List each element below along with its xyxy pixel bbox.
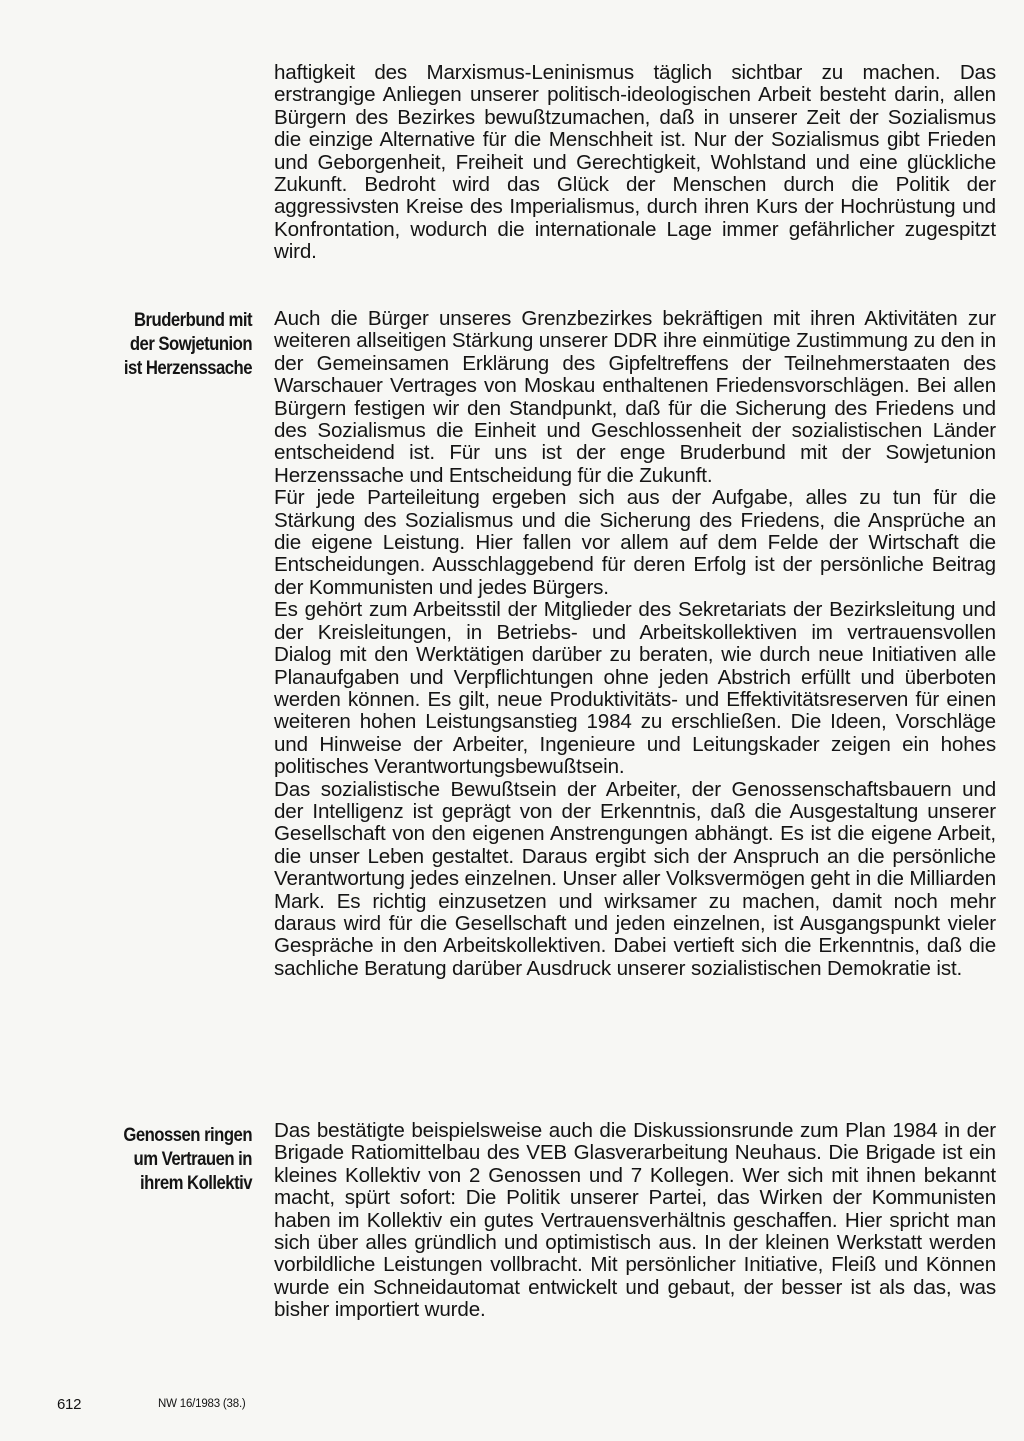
body-block-1 <box>274 62 996 264</box>
sidebar-heading-line: Genossen ringen <box>123 1125 252 1146</box>
sidebar-heading-line: ihrem Kollektiv <box>140 1173 252 1194</box>
body-paragraph: Das sozialistische Bewußtsein der Arbeiter, der Genossenschaftsbauern und der Intelligenz ist geprägt von der Erkenntnis, daß die Ausgestaltung unserer Gesellschaft von den eigenen Anstrengungen abhängt. Es ist die eigene Arbeit, die unser Leben gestaltet. Daraus ergibt sich der Anspruch an die persönliche Verantwortung jedes einzelnen. Unser aller Volksvermögen geht in die Milliarden Mark. Es richtig einzusetzen und wirksamer zu machen, damit noch mehr daraus wird für die Gesellschaft und jeden einzelnen, ist Ausgangspunkt vieler Gespräche in den Arbeitskollektiven. Dabei vertieft sich die Erkenntnis, daß die sachliche Beratung darüber Ausdruck unserer sozialistischen Demokratie ist. <box>274 777 996 980</box>
body-paragraph: haftigkeit des Marxismus-Leninismus täglich sichtbar zu machen. Das erstrangige Anliegen unserer politisch-ideologischen Arbeit besteht darin, allen Bürgern des Bezirkes bewußtzumachen, daß in unserer Zeit der Sozialismus die einzige Alternative für die Menschheit ist. Nur der Sozialismus gibt Frieden und Geborgenheit, Freiheit und Gerechtigkeit, Wohlstand und eine glückliche Zukunft. Bedroht wird das Glück der Menschen durch die Politik der aggressivsten Kreise des Imperialismus, durch ihren Kurs der Hochrüstung und Konfrontation, wodurch die internationale Lage immer gefährlicher zugespitzt wird. <box>274 61 996 264</box>
body-paragraph: Für jede Parteileitung ergeben sich aus der Aufgabe, alles zu tun für die Stärkung des Sozialismus und die Sicherung des Friedens, die Ansprüche an die eigene Leistung. Hier fallen vor allem auf dem Felde der Wirtschaft die Entscheidungen. Ausschlaggebend für deren Erfolg ist der persönliche Beitrag der Kommunisten und jedes Bürgers. <box>274 486 996 599</box>
sidebar-heading-line: um Vertrauen in <box>133 1149 252 1170</box>
body-block-2 <box>274 308 996 980</box>
body-block-3 <box>274 1120 996 1322</box>
sidebar-heading-line: der Sowjetunion <box>129 334 252 355</box>
sidebar-heading-genossen <box>83 1124 252 1196</box>
sidebar-heading-line: ist Herzenssache <box>123 358 252 379</box>
sidebar-heading-bruderbund <box>83 309 252 381</box>
page-number: 612 <box>57 1396 82 1413</box>
body-paragraph: Das bestätigte beispielsweise auch die Diskussionsrunde zum Plan 1984 in der Brigade Ratiomittelbau des VEB Glasverarbeitung Neuhaus. Die Brigade ist ein kleines Kollektiv von 2 Genossen und 7 Kollegen. Wer sich mit ihnen bekannt macht, spürt sofort: Die Politik unserer Partei, das Wirken der Kommunisten haben im Kollektiv ein gutes Vertrauensverhältnis geschaffen. Hier spricht man sich über alles gründlich und optimistisch aus. In der kleinen Werkstatt werden vorbildliche Leistungen vollbracht. Mit persönlicher Initiative, Fleiß und Können wurde ein Schneidautomat entwickelt und gebaut, der besser ist als das, was bisher importiert wurde. <box>274 1119 996 1322</box>
body-paragraph: Es gehört zum Arbeitsstil der Mitglieder des Sekretariats der Bezirksleitung und der Kreisleitungen, in Betriebs- und Arbeitskollektiven im vertrauensvollen Dialog mit den Werktätigen darüber zu beraten, wie durch neue Initiativen alle Planaufgaben und Verpflichtungen ohne jeden Abstrich erfüllt und überboten werden können. Es gilt, neue Produktivitäts- und Effektivitätsreserven für einen weiteren hohen Leistungsanstieg 1984 zu erschließen. Die Ideen, Vorschläge und Hinweise der Arbeiter, Ingenieure und Leitungskader zeigen ein hohes politisches Verantwortungsbewußtsein. <box>274 598 996 779</box>
body-paragraph: Auch die Bürger unseres Grenzbezirkes bekräftigen mit ihren Aktivitäten zur weiteren allseitigen Stärkung unserer DDR ihre einmütige Zustimmung zu den in der Gemeinsamen Erklärung des Gipfeltreffens der Teilnehmerstaaten des Warschauer Vertrages von Moskau enthaltenen Friedensvorschlägen. Bei allen Bürgern festigen wir den Standpunkt, daß für die Sicherung des Friedens und des Sozialismus die Einheit und Geschlossenheit der sozialistischen Länder entscheidend ist. Für uns ist der enge Bruderbund mit der Sowjetunion Herzenssache und Entscheidung für die Zukunft. <box>274 307 996 487</box>
sidebar-heading-line: Bruderbund mit <box>133 310 252 331</box>
publication-reference: NW 16/1983 (38.) <box>158 1398 246 1410</box>
